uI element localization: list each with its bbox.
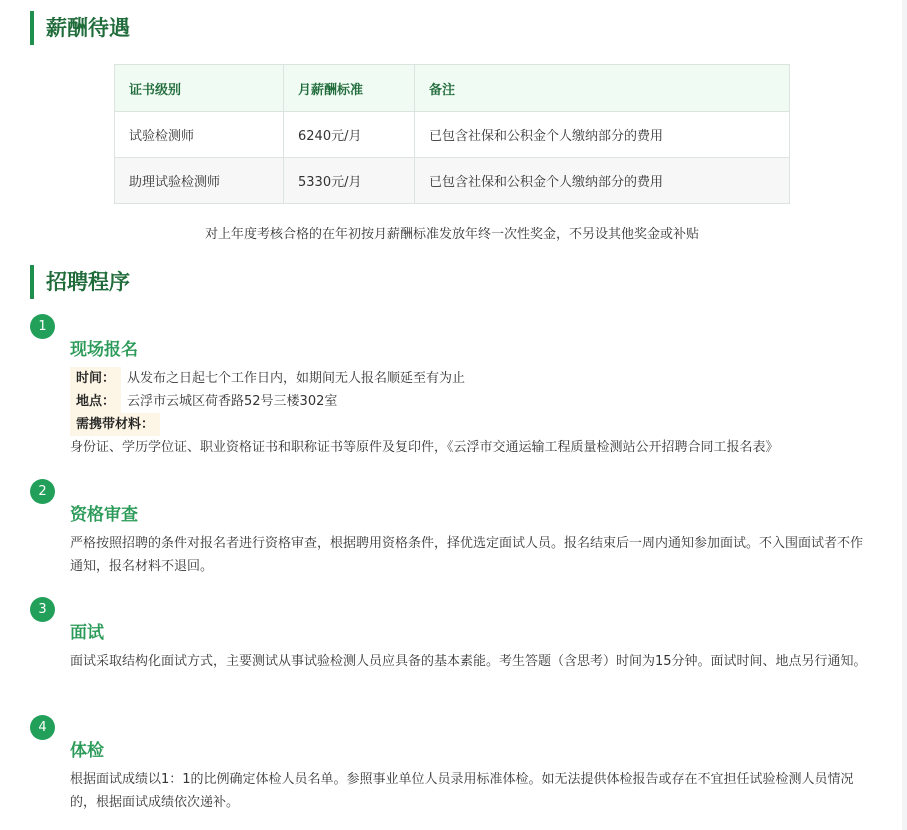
detail-label: 地点： xyxy=(70,390,121,413)
table-cell: 6240元/月 xyxy=(284,112,415,158)
column-header-cert-level: 证书级别 xyxy=(115,65,284,112)
step-title: 资格审查 xyxy=(70,505,138,525)
step-details xyxy=(70,367,870,459)
salary-table xyxy=(114,64,790,204)
detail-value: 云浮市云城区荷香路52号三楼302室 xyxy=(127,394,338,409)
table-cell: 试验检测师 xyxy=(115,112,284,158)
step-number-badge: 2 xyxy=(30,479,55,504)
detail-materials xyxy=(70,413,870,459)
detail-value: 从发布之日起七个工作日内，如期间无人报名顺延至有为止 xyxy=(127,371,466,386)
step-number-badge: 3 xyxy=(30,597,55,622)
table-cell: 5330元/月 xyxy=(284,158,415,204)
step-title: 面试 xyxy=(70,623,104,643)
detail-value: 身份证、学历学位证、职业资格证书和职称证书等原件及复印件，《云浮市交通运输工程质量检测站公开招聘合同工报名表》 xyxy=(70,440,779,455)
step-text: 面试采取结构化面试方式，主要测试从事试验检测人员应具备的基本素能。考生答题（含思考）时间为15分钟。面试时间、地点另行通知。 xyxy=(70,654,867,669)
detail-label: 时间： xyxy=(70,367,121,390)
step-text: 根据面试成绩以1：1的比例确定体检人员名单。参照事业单位人员录用标准体检。如无法提供体检报告或存在不宜担任试验检测人员情况的，根据面试成绩依次递补。 xyxy=(70,772,854,810)
step-number-badge: 1 xyxy=(30,314,55,339)
detail-location xyxy=(70,390,870,413)
detail-label: 需携带材料： xyxy=(70,413,160,436)
column-header-remarks: 备注 xyxy=(415,65,790,112)
detail-time xyxy=(70,367,870,390)
step-number-badge: 4 xyxy=(30,715,55,740)
table-row xyxy=(115,158,790,204)
step-title: 现场报名 xyxy=(70,340,138,360)
table-header-row xyxy=(115,65,790,112)
step-title: 体检 xyxy=(70,741,104,761)
table-row xyxy=(115,112,790,158)
table-cell: 已包含社保和公积金个人缴纳部分的费用 xyxy=(415,112,790,158)
salary-note: 对上年度考核合格的在年初按月薪酬标准发放年终一次性奖金，不另设其他奖金或补贴 xyxy=(204,227,699,242)
table-cell: 已包含社保和公积金个人缴纳部分的费用 xyxy=(415,158,790,204)
table-cell: 助理试验检测师 xyxy=(115,158,284,204)
step-text: 严格按照招聘的条件对报名者进行资格审查，根据聘用资格条件，择优选定面试人员。报名结束后一周内通知参加面试。不入围面试者不作通知，报名材料不退回。 xyxy=(70,536,864,574)
salary-section-title: 薪酬待遇 xyxy=(30,11,130,45)
procedure-section-title: 招聘程序 xyxy=(30,265,130,299)
column-header-monthly-salary: 月薪酬标准 xyxy=(284,65,415,112)
